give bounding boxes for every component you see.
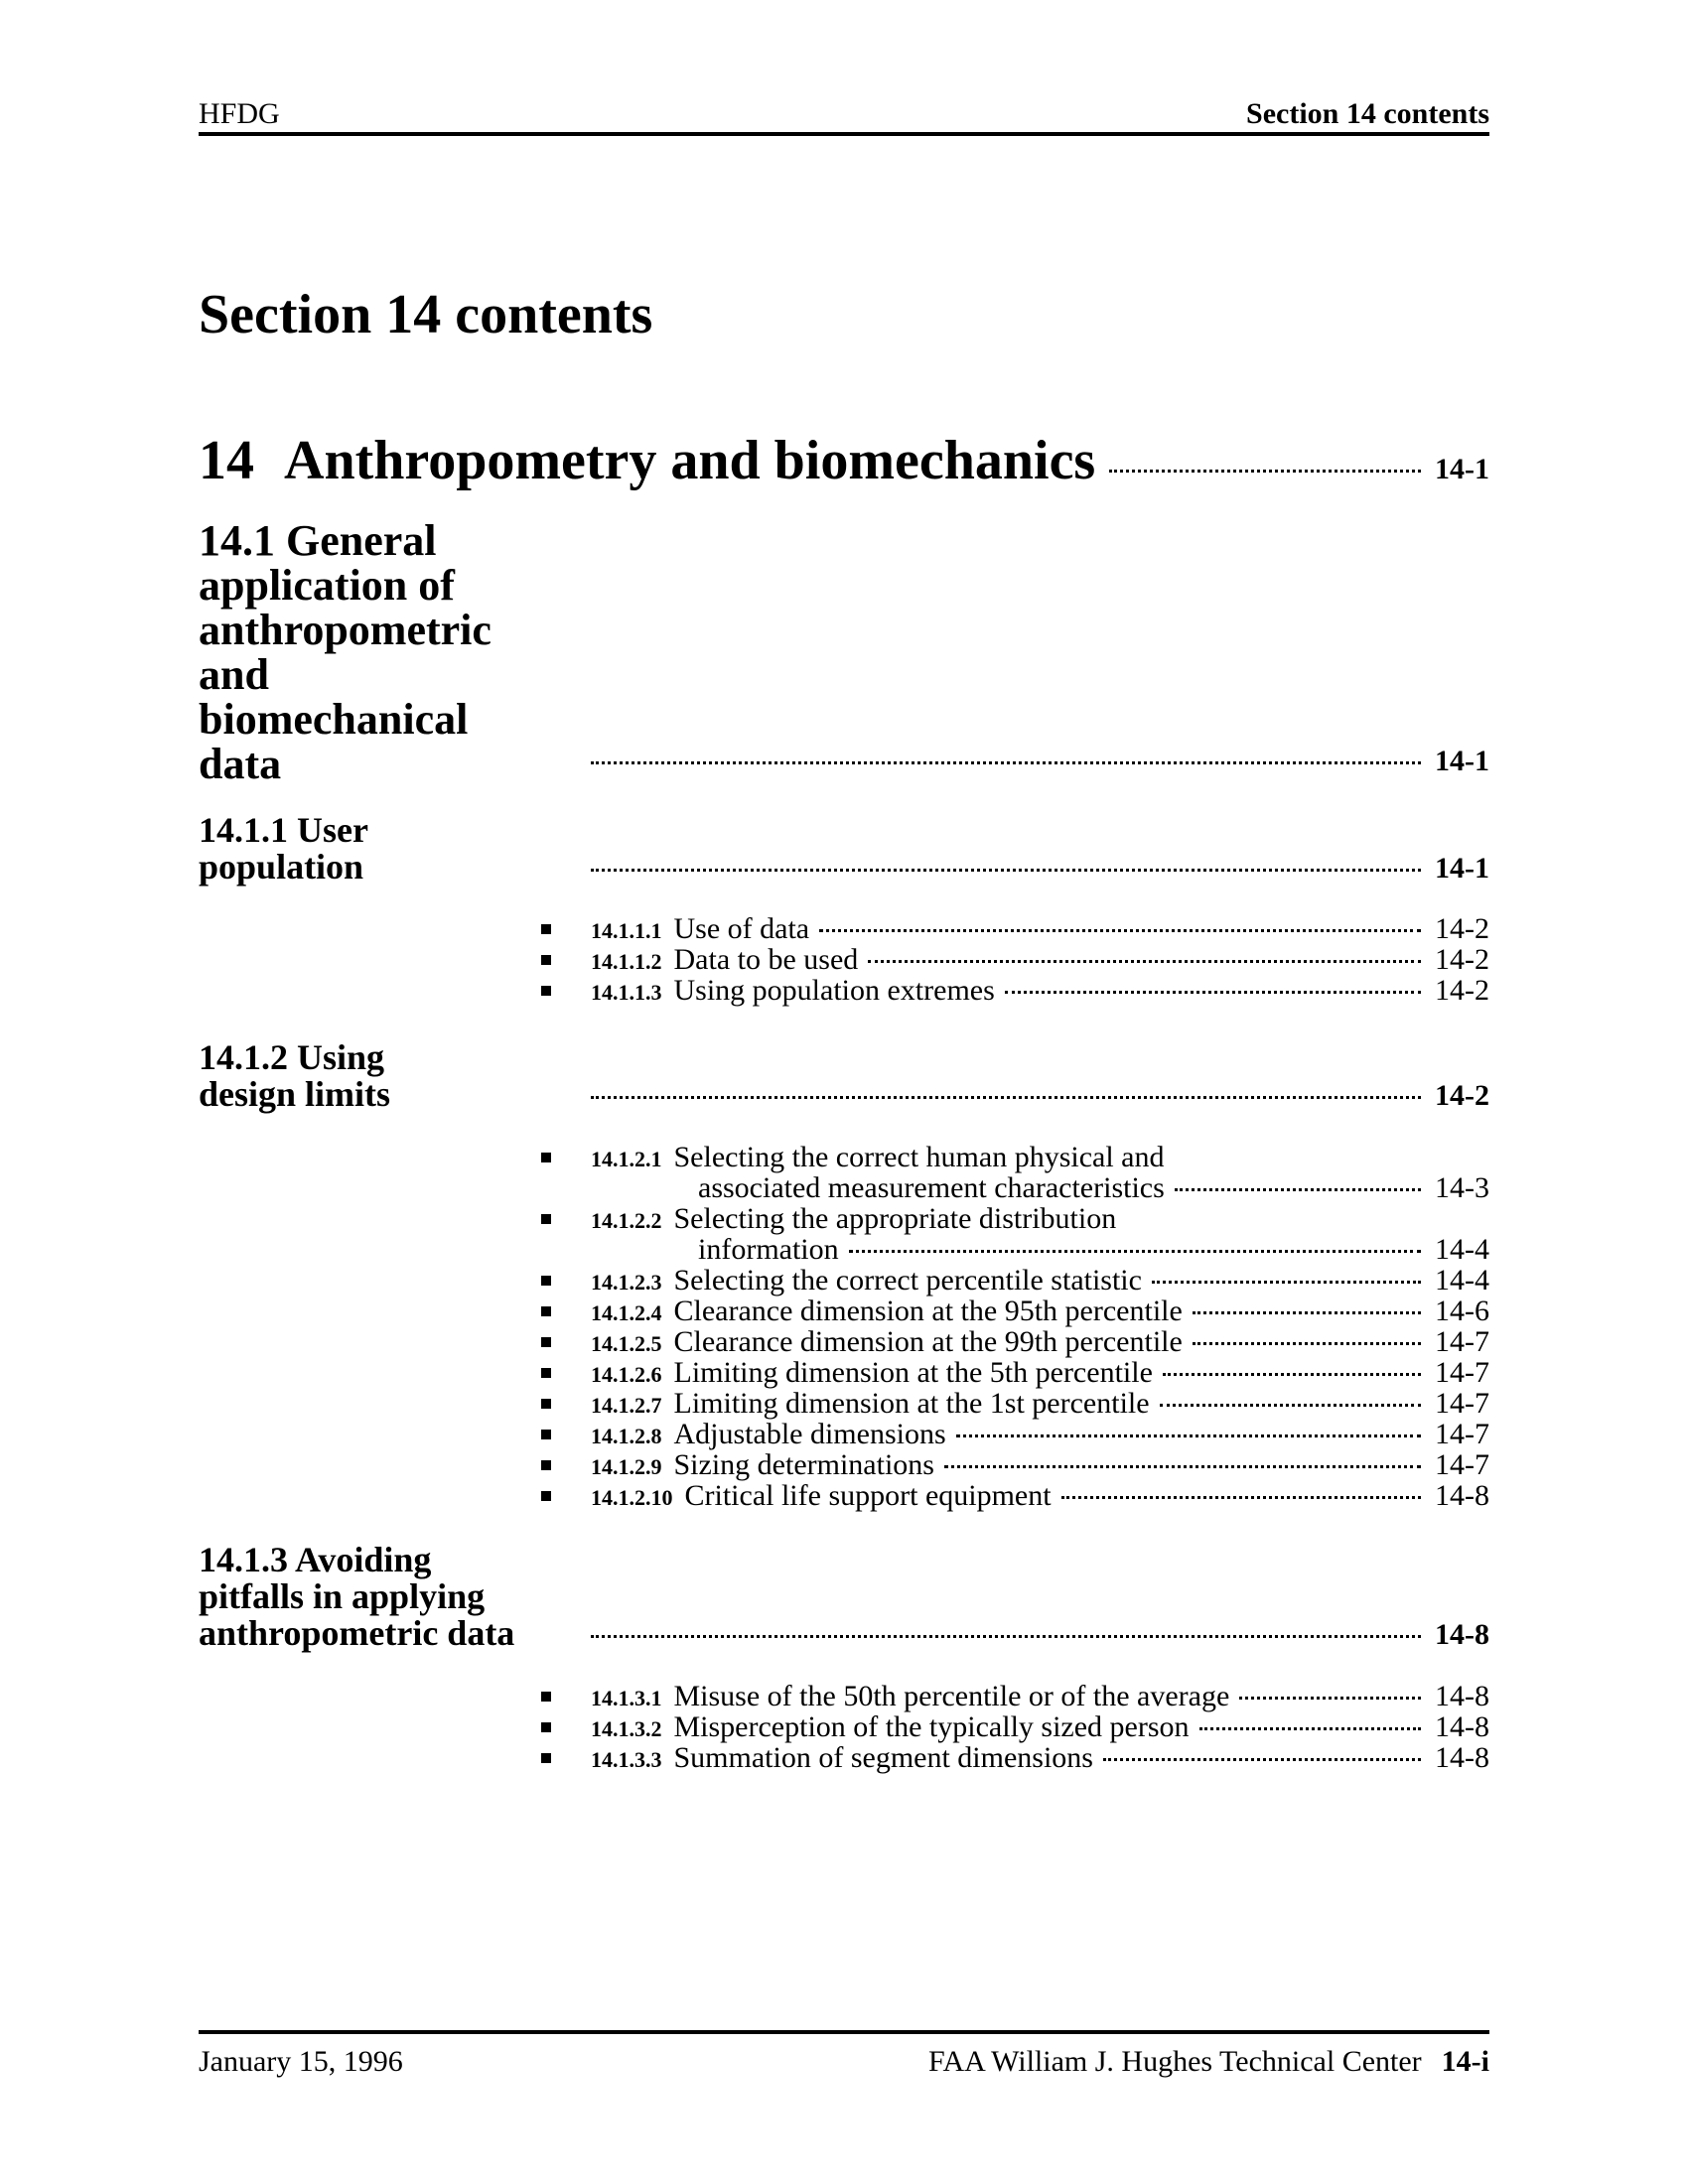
list-item[interactable] bbox=[541, 1449, 1489, 1480]
item-title-cont: associated measurement characteristics bbox=[698, 1171, 1165, 1204]
list-item[interactable] bbox=[541, 1711, 1489, 1742]
entry-page: 14-8 bbox=[1435, 1618, 1489, 1651]
item-number: 14.1.2.9 bbox=[591, 1454, 662, 1479]
toc-items-14-1-2 bbox=[541, 1142, 1489, 1511]
list-item[interactable] bbox=[541, 1357, 1489, 1388]
dot-leader bbox=[1163, 1373, 1421, 1376]
toc-leader-14-1-2 bbox=[591, 1079, 1489, 1113]
item-page: 14-7 bbox=[1435, 1387, 1489, 1420]
bullet-icon bbox=[541, 1430, 551, 1439]
entry-page: 14-2 bbox=[1435, 1079, 1489, 1112]
item-page: 14-7 bbox=[1435, 1448, 1489, 1481]
bullet-icon bbox=[541, 1214, 551, 1224]
footer-date: January 15, 1996 bbox=[199, 2045, 403, 2078]
item-title: Sizing determinations bbox=[673, 1448, 934, 1481]
list-item[interactable] bbox=[541, 1388, 1489, 1419]
list-item-continuation[interactable] bbox=[541, 1234, 1489, 1265]
toc-heading-14-1[interactable] bbox=[199, 518, 492, 786]
item-number: 14.1.1.1 bbox=[591, 918, 662, 943]
footer-organization: FAA William J. Hughes Technical Center bbox=[928, 2045, 1422, 2078]
running-header-right: Section 14 contents bbox=[1246, 97, 1489, 130]
dot-leader bbox=[591, 761, 1421, 764]
toc-leader-14-1-1 bbox=[591, 852, 1489, 886]
running-header-left: HFDG bbox=[199, 97, 280, 130]
toc-items-14-1-1 bbox=[541, 913, 1489, 1006]
list-item[interactable] bbox=[541, 1203, 1489, 1234]
page-title: Section 14 contents bbox=[199, 284, 653, 345]
list-item-continuation[interactable] bbox=[541, 1172, 1489, 1203]
heading-line: anthropometric data bbox=[199, 1613, 515, 1653]
list-item[interactable] bbox=[541, 1742, 1489, 1773]
item-title: Selecting the correct human physical and bbox=[673, 1141, 1165, 1173]
heading-line: biomechanical bbox=[199, 695, 469, 744]
dot-leader bbox=[1239, 1697, 1421, 1700]
item-title: Limiting dimension at the 1st percentile bbox=[673, 1387, 1150, 1420]
item-page: 14-7 bbox=[1435, 1418, 1489, 1450]
item-page: 14-2 bbox=[1435, 943, 1489, 976]
dot-leader bbox=[868, 960, 1421, 963]
toc-chapter-entry[interactable] bbox=[199, 429, 1489, 498]
item-title: Limiting dimension at the 5th percentile bbox=[673, 1356, 1153, 1389]
item-title-cont: information bbox=[698, 1233, 839, 1266]
item-page: 14-7 bbox=[1435, 1325, 1489, 1358]
item-title: Clearance dimension at the 95th percentile bbox=[673, 1295, 1183, 1327]
item-number: 14.1.3.1 bbox=[591, 1686, 662, 1710]
item-page: 14-8 bbox=[1435, 1710, 1489, 1743]
footer-right bbox=[928, 2045, 1489, 2079]
item-number: 14.1.3.2 bbox=[591, 1716, 662, 1741]
item-number: 14.1.2.4 bbox=[591, 1300, 662, 1325]
footer-page-number: 14-i bbox=[1441, 2045, 1489, 2078]
bullet-icon bbox=[541, 1276, 551, 1286]
toc-heading-14-1-2[interactable] bbox=[199, 1039, 390, 1113]
dot-leader bbox=[591, 869, 1421, 872]
item-page: 14-4 bbox=[1435, 1264, 1489, 1297]
item-page: 14-6 bbox=[1435, 1295, 1489, 1327]
bullet-icon bbox=[541, 1753, 551, 1763]
chapter-number: 14 bbox=[199, 430, 254, 491]
bullet-icon bbox=[541, 1153, 551, 1162]
dot-leader bbox=[591, 1635, 1421, 1638]
list-item[interactable] bbox=[541, 975, 1489, 1006]
dot-leader bbox=[1160, 1404, 1421, 1407]
bullet-icon bbox=[541, 1368, 551, 1378]
list-item[interactable] bbox=[541, 1265, 1489, 1296]
toc-items-14-1-3 bbox=[541, 1681, 1489, 1773]
heading-line: 14.1.2 Using bbox=[199, 1037, 385, 1077]
item-title: Use of data bbox=[673, 912, 810, 945]
item-number: 14.1.2.1 bbox=[591, 1147, 662, 1171]
toc-leader-14-1 bbox=[591, 745, 1489, 778]
dot-leader bbox=[849, 1250, 1421, 1253]
item-page: 14-3 bbox=[1435, 1171, 1489, 1204]
dot-leader bbox=[1199, 1727, 1421, 1730]
dot-leader bbox=[1193, 1342, 1421, 1345]
bullet-icon bbox=[541, 1306, 551, 1316]
item-page: 14-2 bbox=[1435, 912, 1489, 945]
dot-leader bbox=[1109, 470, 1421, 473]
heading-line: anthropometric bbox=[199, 606, 492, 654]
dot-leader bbox=[944, 1465, 1421, 1468]
item-title: Adjustable dimensions bbox=[673, 1418, 946, 1450]
header-rule bbox=[199, 132, 1489, 136]
bullet-icon bbox=[541, 924, 551, 934]
heading-line: application of bbox=[199, 561, 455, 610]
item-page: 14-2 bbox=[1435, 974, 1489, 1007]
dot-leader bbox=[1103, 1758, 1421, 1761]
heading-line: pitfalls in applying bbox=[199, 1576, 486, 1616]
dot-leader bbox=[1175, 1188, 1421, 1191]
item-page: 14-7 bbox=[1435, 1356, 1489, 1389]
list-item[interactable] bbox=[541, 1142, 1489, 1172]
item-number: 14.1.2.7 bbox=[591, 1393, 662, 1418]
list-item[interactable] bbox=[541, 1326, 1489, 1357]
entry-page: 14-1 bbox=[1435, 745, 1489, 777]
item-title: Using population extremes bbox=[673, 974, 995, 1007]
heading-line: 14.1 General bbox=[199, 516, 437, 565]
heading-line: and bbox=[199, 650, 269, 699]
item-title: Misuse of the 50th percentile or of the average bbox=[673, 1680, 1230, 1712]
item-page: 14-4 bbox=[1435, 1233, 1489, 1266]
dot-leader bbox=[591, 1096, 1421, 1099]
bullet-icon bbox=[541, 1337, 551, 1347]
footer-rule bbox=[199, 2030, 1489, 2034]
item-number: 14.1.2.8 bbox=[591, 1424, 662, 1448]
item-page: 14-8 bbox=[1435, 1479, 1489, 1512]
item-page: 14-8 bbox=[1435, 1741, 1489, 1774]
dot-leader bbox=[1061, 1496, 1421, 1499]
dot-leader bbox=[1152, 1281, 1421, 1284]
item-title: Summation of segment dimensions bbox=[673, 1741, 1093, 1774]
list-item[interactable] bbox=[541, 913, 1489, 944]
item-number: 14.1.1.2 bbox=[591, 949, 662, 974]
dot-leader bbox=[1193, 1311, 1421, 1314]
entry-page: 14-1 bbox=[1435, 852, 1489, 885]
bullet-icon bbox=[541, 1722, 551, 1732]
item-number: 14.1.1.3 bbox=[591, 980, 662, 1005]
item-title: Clearance dimension at the 99th percentile bbox=[673, 1325, 1183, 1358]
list-item[interactable] bbox=[541, 1419, 1489, 1449]
dot-leader bbox=[956, 1434, 1421, 1437]
dot-leader bbox=[1005, 991, 1421, 994]
item-number: 14.1.2.3 bbox=[591, 1270, 662, 1295]
dot-leader bbox=[819, 929, 1421, 932]
toc-heading-14-1-1[interactable] bbox=[199, 812, 368, 886]
item-title: Data to be used bbox=[673, 943, 859, 976]
chapter-page: 14-1 bbox=[1435, 453, 1489, 485]
bullet-icon bbox=[541, 1491, 551, 1501]
heading-line: design limits bbox=[199, 1074, 391, 1114]
item-title: Critical life support equipment bbox=[684, 1479, 1052, 1512]
list-item[interactable] bbox=[541, 1480, 1489, 1511]
heading-line: data bbox=[199, 740, 282, 788]
item-title: Selecting the correct percentile statistic bbox=[673, 1264, 1142, 1297]
heading-line: 14.1.3 Avoiding bbox=[199, 1540, 432, 1579]
item-title: Selecting the appropriate distribution bbox=[673, 1202, 1117, 1235]
bullet-icon bbox=[541, 1399, 551, 1409]
list-item[interactable] bbox=[541, 1296, 1489, 1326]
item-number: 14.1.2.10 bbox=[591, 1485, 673, 1510]
item-number: 14.1.3.3 bbox=[591, 1747, 662, 1772]
list-item[interactable] bbox=[541, 944, 1489, 975]
item-number: 14.1.2.6 bbox=[591, 1362, 662, 1387]
toc-leader-14-1-3 bbox=[591, 1618, 1489, 1652]
item-number: 14.1.2.2 bbox=[591, 1208, 662, 1233]
item-number: 14.1.2.5 bbox=[591, 1331, 662, 1356]
toc-heading-14-1-3[interactable] bbox=[199, 1542, 514, 1652]
item-title: Misperception of the typically sized person bbox=[673, 1710, 1190, 1743]
bullet-icon bbox=[541, 955, 551, 965]
bullet-icon bbox=[541, 986, 551, 996]
bullet-icon bbox=[541, 1692, 551, 1702]
item-page: 14-8 bbox=[1435, 1680, 1489, 1712]
list-item[interactable] bbox=[541, 1681, 1489, 1711]
bullet-icon bbox=[541, 1460, 551, 1470]
heading-line: population bbox=[199, 847, 364, 887]
chapter-title: Anthropometry and biomechanics bbox=[284, 430, 1096, 491]
heading-line: 14.1.1 User bbox=[199, 810, 368, 850]
